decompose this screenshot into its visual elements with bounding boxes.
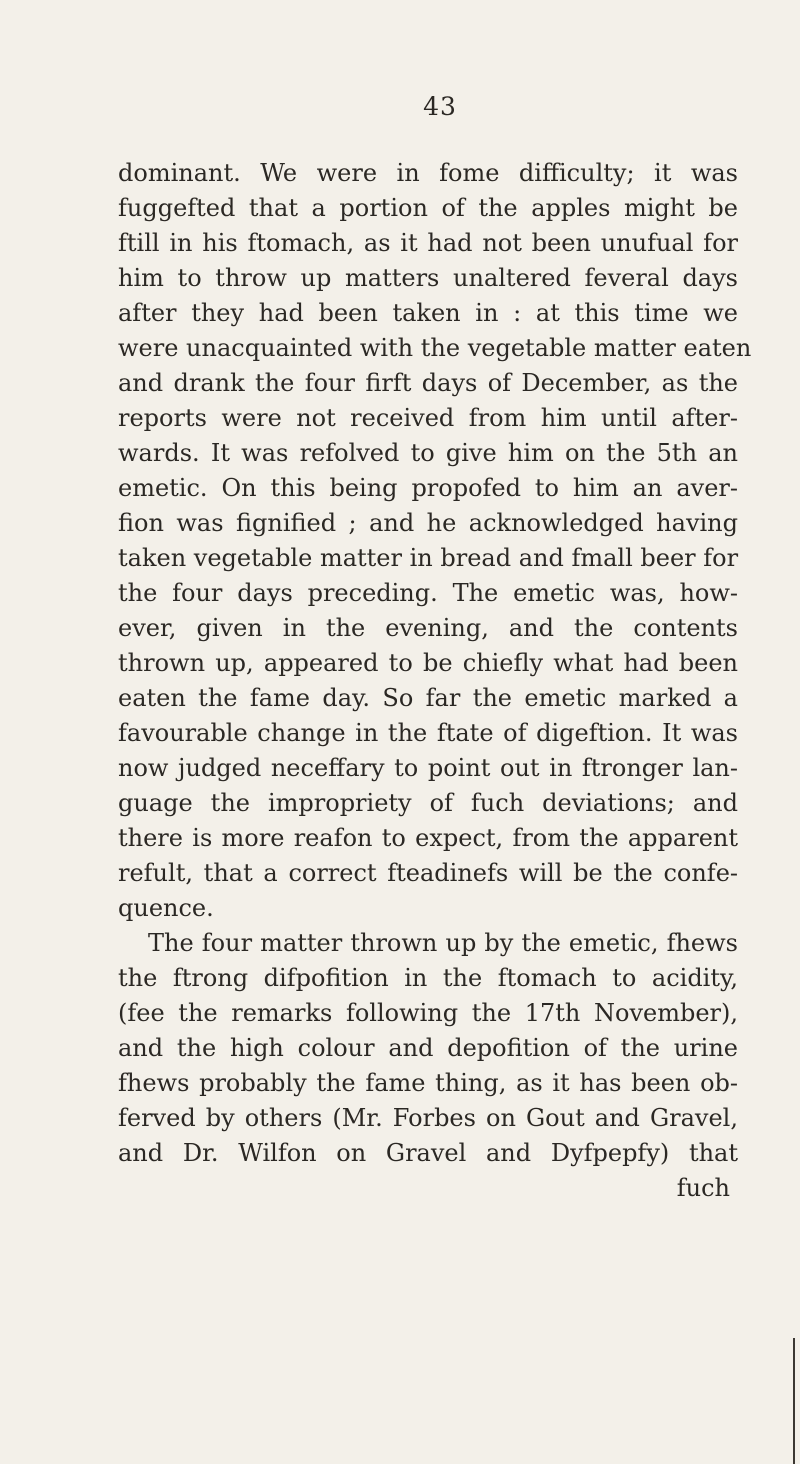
text-line: guage the impropriety of fuch deviations; and — [118, 789, 738, 817]
text-line: emetic. On this being propofed to him an aver- — [118, 474, 738, 502]
text-line: thrown up, appeared to be chiefly what had been — [118, 649, 738, 677]
text-line: there is more reafon to expect, from the apparent — [118, 824, 738, 852]
text-line: and the high colour and depofition of the urine — [118, 1034, 738, 1062]
text-line: dominant. We were in fome difficulty; it was — [118, 159, 738, 187]
text-line: ferved by others (Mr. Forbes on Gout and Gravel, — [118, 1104, 738, 1132]
text-line: reports were not received from him until after- — [118, 404, 738, 432]
text-line: were unacquainted with the vegetable matter eaten — [118, 334, 752, 362]
text-line: him to throw up matters unaltered feveral days — [118, 264, 738, 292]
text-line: fuggefted that a portion of the apples might be — [118, 194, 738, 222]
text-line: after they had been taken in : at this time we — [118, 299, 738, 327]
text-line: now judged neceffary to point out in ftronger lan- — [118, 754, 738, 782]
text-line: ftill in his ftomach, as it had not been unufual for — [118, 229, 738, 257]
text-line: wards. It was refolved to give him on the 5th an — [118, 439, 738, 467]
text-line: eaten the fame day. So far the emetic marked a — [118, 684, 738, 712]
text-line: favourable change in the ftate of digeftion. It was — [118, 719, 738, 747]
page-edge-line — [793, 1338, 795, 1464]
text-line: ever, given in the evening, and the contents — [118, 614, 738, 642]
catchword: fuch — [676, 1174, 730, 1202]
text-line: the ftrong difpofition in the ftomach to acidity, — [118, 964, 738, 992]
text-line: fion was fignified ; and he acknowledged having — [118, 509, 738, 537]
text-line: fhews probably the fame thing, as it has been ob- — [118, 1069, 738, 1097]
text-line: the four days preceding. The emetic was, how- — [118, 579, 738, 607]
text-line: and drank the four firft days of December, as the — [118, 369, 738, 397]
text-line: refult, that a correct fteadinefs will be the confe- — [118, 859, 738, 887]
text-line: (fee the remarks following the 17th November), — [118, 999, 738, 1027]
text-line: and Dr. Wilfon on Gravel and Dyfpepfy) that — [118, 1139, 738, 1167]
body-text — [118, 156, 752, 1206]
paragraph-start-line: The four matter thrown up by the emetic, fhews — [148, 929, 738, 957]
page-number: 43 — [423, 92, 457, 121]
text-line: quence. — [118, 894, 214, 922]
text-line: taken vegetable matter in bread and fmall beer for — [118, 544, 739, 572]
